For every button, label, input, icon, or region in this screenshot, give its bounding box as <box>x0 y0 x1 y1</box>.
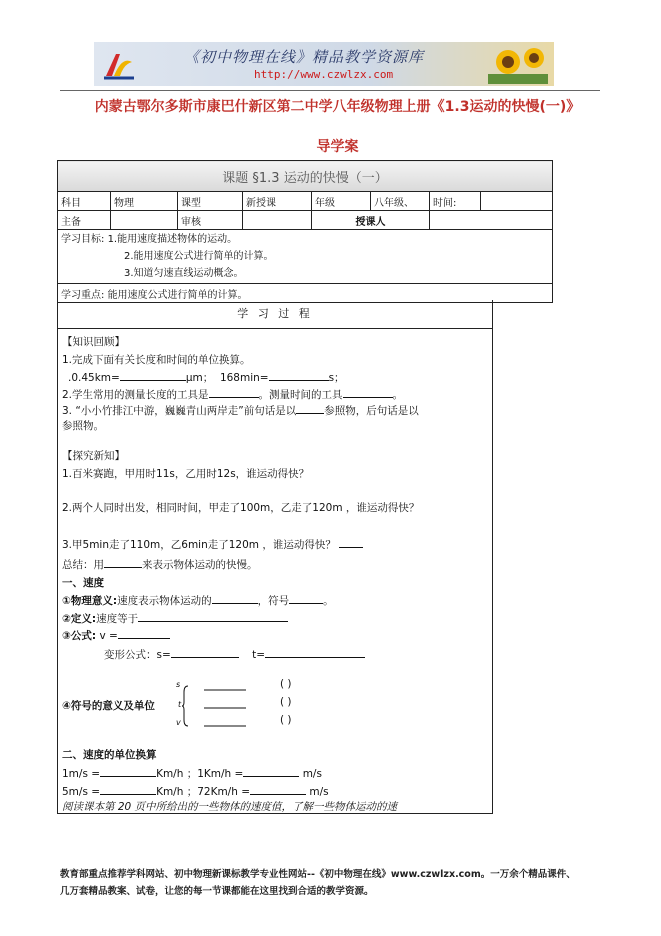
q3-pre: 3. “小小竹排江中游，巍巍青山两岸走”前句话是以 <box>62 405 297 417</box>
grade-value: 八年级、 <box>371 192 430 211</box>
blank-field[interactable] <box>104 556 142 568</box>
blank-field[interactable] <box>100 765 156 777</box>
document-title: 内蒙古鄂尔多斯市康巴什新区第二中学八年级物理上册《1.3运动的快慢(一)》 <box>94 99 581 115</box>
document-subtitle: 导学案 <box>316 139 359 155</box>
preparer-label: 主备 <box>58 211 111 230</box>
blank-field[interactable] <box>100 783 156 795</box>
unit-paren[interactable]: ( ) <box>280 678 292 690</box>
definition-text: 速度等于 <box>96 613 139 625</box>
q2-end: 。 <box>392 389 404 401</box>
blank-field[interactable] <box>118 627 170 639</box>
question-1-conversions <box>68 369 345 385</box>
question-2 <box>62 386 403 402</box>
reviewer-label: 审核 <box>178 211 243 230</box>
derived-t-label: t= <box>252 649 266 661</box>
symbol-t: t <box>178 700 182 709</box>
q1a-unit2: s； <box>328 372 345 384</box>
preparer-value <box>111 211 178 230</box>
q2-mid: 。测量时间的工具 <box>258 389 343 401</box>
question-3-line2: 参照物。 <box>62 420 104 432</box>
meaning-mid: ，符号 <box>257 595 290 607</box>
sunflower-icon <box>488 44 548 84</box>
blank-field[interactable] <box>212 592 258 604</box>
explore-1: 1.百米赛跑，甲用时11s，乙用时12s，谁运动得快？ <box>62 468 310 480</box>
goal-item: 1.能用速度描述物体的运动。 <box>107 234 238 245</box>
meaning-label: ①物理意义: <box>62 595 118 607</box>
teacher-label: 授课人 <box>312 211 430 230</box>
key-value: 能用速度公式进行简单的计算。 <box>107 289 248 301</box>
subject-label: 科目 <box>58 192 111 211</box>
subject-value: 物理 <box>111 192 178 211</box>
blank-field[interactable] <box>171 646 239 658</box>
unit-paren[interactable]: ( ) <box>280 696 292 708</box>
symbol-meaning-label: ④符号的意义及单位 <box>62 700 155 712</box>
c2a: 5m/s = <box>62 786 101 798</box>
formula-text: v = <box>99 630 118 642</box>
symbol-v: v <box>176 718 181 727</box>
explore-2: 2.两个人同时出发，相同时间，甲走了100m，乙走了120m ，谁运动得快？ <box>62 502 420 514</box>
footer-line-1: 教育部重点推荐学科网站、初中物理新课标教学专业性网站--《初中物理在线》www.czwlzx.com。一万余个精品课件、 <box>60 869 576 880</box>
blank-field[interactable] <box>209 386 259 398</box>
learning-process <box>57 300 493 814</box>
goal-item: 3.知道匀速直线运动概念。 <box>124 268 244 279</box>
blank-field[interactable] <box>138 610 288 622</box>
c1a: 1m/s = <box>62 768 101 780</box>
info-table <box>57 160 553 303</box>
section-conversion: 二、速度的单位换算 <box>62 749 157 761</box>
q1a-pre: .0.45km= <box>68 372 120 384</box>
c2b: Km/h ；72Km/h = <box>156 786 251 798</box>
goal-item: 2.能用速度公式进行简单的计算。 <box>124 251 274 262</box>
footer-line-2: 几万套精品教案、试卷，让您的每一节课都能在这里找到合适的教学资源。 <box>60 886 374 897</box>
meaning-text: 速度表示物体运动的 <box>117 595 212 607</box>
formula-label: ③公式: <box>62 630 97 642</box>
conversion-line-2 <box>62 783 329 799</box>
summary-end: 来表示物体运动的快慢。 <box>142 559 258 571</box>
grade-label: 年级 <box>312 192 371 211</box>
symbol-s: s <box>176 680 181 689</box>
definition-label: ②定义: <box>62 613 97 625</box>
meaning-line <box>62 592 334 608</box>
site-logo-icon <box>102 48 136 80</box>
blank-field[interactable] <box>250 783 306 795</box>
unit-paren[interactable]: ( ) <box>280 714 292 726</box>
course-title: 课题 §1.3 运动的快慢（一） <box>58 161 553 192</box>
site-banner <box>94 42 554 86</box>
derived-formula-line <box>104 646 365 662</box>
blank-field[interactable] <box>243 765 299 777</box>
c2c: m/s <box>309 786 329 798</box>
blank-field[interactable] <box>269 369 329 381</box>
type-label: 课型 <box>178 192 243 211</box>
q3-end: 参照物，后句话是以 <box>324 405 419 417</box>
blank-field[interactable] <box>289 592 323 604</box>
derived-s-label: 变形公式：s= <box>104 649 171 661</box>
question-3 <box>62 402 419 418</box>
brace-icon <box>182 682 248 730</box>
blank-field[interactable] <box>120 369 186 381</box>
meaning-end: 。 <box>323 595 334 607</box>
teacher-value <box>430 211 553 230</box>
q2-pre: 2.学生常用的测量长度的工具是 <box>62 389 209 401</box>
blank-field[interactable] <box>265 646 365 658</box>
banner-title: 《初中物理在线》精品教学资源库 <box>184 48 425 66</box>
footer-note <box>60 866 620 900</box>
time-label: 时间: <box>430 192 481 211</box>
header-rule <box>60 90 600 91</box>
process-heading: 学 习 过 程 <box>58 300 492 329</box>
blank-field[interactable] <box>296 402 324 414</box>
summary <box>62 556 258 572</box>
summary-pre: 总结：用 <box>62 559 104 571</box>
time-value <box>481 192 553 211</box>
conversion-line-1 <box>62 765 322 781</box>
goals-label: 学习目标: <box>61 234 105 245</box>
banner-url[interactable]: http://www.czwlzx.com <box>254 68 394 81</box>
learning-goals <box>58 230 553 284</box>
blank-field[interactable] <box>339 536 363 548</box>
explore-3-text: 3.甲5min走了110m，乙6min走了120m ，谁运动得快？ <box>62 539 336 551</box>
reviewer-value <box>243 211 312 230</box>
definition-line <box>62 610 288 626</box>
key-label: 学习重点: <box>61 289 105 301</box>
explore-3 <box>62 536 363 552</box>
c1b: Km/h ；1Km/h = <box>156 768 244 780</box>
question-1: 1.完成下面有关长度和时间的单位换算。 <box>62 354 251 366</box>
q1a-unit: μm； <box>185 372 214 384</box>
blank-field[interactable] <box>343 386 393 398</box>
reading-instruction: 阅读课本第 20 页中所给出的一些物体的速度值，了解一些物体运动的速 <box>62 801 398 813</box>
type-value: 新授课 <box>243 192 312 211</box>
c1c: m/s <box>302 768 322 780</box>
section-speed: 一、速度 <box>62 577 104 589</box>
q1a-mid: 168min= <box>219 372 269 384</box>
formula-line <box>62 627 170 643</box>
explore-title: 【探究新知】 <box>62 450 125 462</box>
review-title: 【知识回顾】 <box>62 336 125 348</box>
